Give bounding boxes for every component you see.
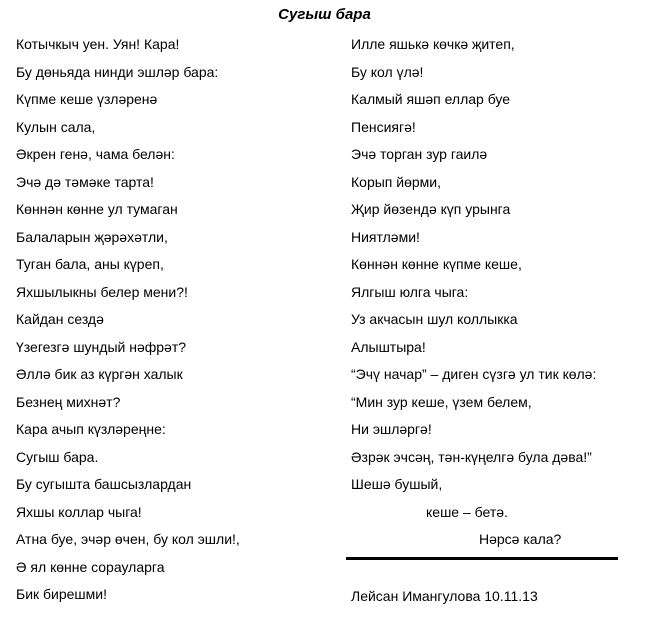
poem-line: Җир йөзендә күп урынга — [351, 201, 511, 217]
poem-line: Балаларын җәрәхәтли, — [16, 228, 168, 245]
poem-line: Яхшы коллар чыга! — [16, 503, 142, 520]
poem-line: Көннән көнне күпме кеше, — [351, 256, 522, 272]
poem-line: Кулын сала, — [16, 118, 96, 135]
poem-line: Бик бирешми! — [16, 586, 107, 602]
poem-line: Үзегезгә шундый нәфрәт? — [16, 338, 187, 355]
poem-line: Яхшылыкны белер мени?! — [16, 283, 188, 300]
poem-line: Пенсиягә! — [351, 118, 416, 135]
poem-line: Туган бала, аны күреп, — [16, 256, 164, 272]
poem-line: Алыштыра! — [351, 338, 426, 355]
poem-line: Шешә бушый, — [351, 476, 443, 492]
author-signature: Лейсан Имангулова 10.11.13 — [351, 588, 538, 604]
poem-line: Ялгыш юлга чыга: — [351, 283, 469, 300]
poem-line: Илле яшькә көчкә җитеп, — [351, 36, 515, 52]
poem-line: Корып йөрми, — [351, 173, 441, 190]
poem-line: Безнең михнәт? — [16, 393, 121, 410]
poem-line: Эчә дә тәмәке тарта! — [16, 173, 154, 190]
poem-line: Нәрсә кала? — [479, 531, 562, 547]
poem-line: “Эчү начар” – диген сүзгә ул тик көлә: — [351, 366, 597, 382]
poem-line: Әллә бик аз күргән халык — [16, 366, 183, 382]
poem-line: Кара ачып күзләреңне: — [16, 421, 166, 437]
poem-line: Сугыш бара. — [16, 448, 99, 465]
poem-line: Калмый яшәп еллар буе — [351, 91, 511, 107]
poem-line: Күпме кеше үзләренә — [16, 91, 158, 107]
poem-line: Атна буе, эчәр өчен, бу кол эшли!, — [16, 531, 240, 547]
poem-line: Эчә торган зур гаилә — [351, 146, 488, 162]
poem-line: Кайдан сездә — [16, 311, 104, 327]
poem-line: Ә ял көнне сорауларга — [16, 558, 165, 575]
poem-line: Көннән көнне ул тумаган — [16, 201, 178, 217]
poem-line: кеше – бетә. — [426, 503, 508, 520]
poem-line: Бу сугышта башсызлардан — [16, 476, 192, 492]
poem-line: Уз акчасын шул коллыкка — [351, 311, 518, 327]
poem-title: Сугыш бара — [278, 6, 371, 23]
right-column — [351, 34, 641, 557]
left-column — [16, 34, 336, 612]
poem-line: Бу дөньяда нинди эшләр бара: — [16, 63, 219, 80]
signature-divider — [346, 557, 618, 560]
poem-line: Ни эшләргә! — [351, 421, 432, 437]
poem-line: Ниятләми! — [351, 228, 420, 245]
poem-line: Әкрен генә, чама белән: — [16, 146, 175, 162]
poem-line: Әзрәк эчсәң, тән-күңелгә була дәва!” — [351, 448, 592, 465]
poem-line: “Мин зур кеше, үзем белем, — [351, 393, 532, 410]
poem-line: Котычкыч уен. Уян! Кара! — [16, 36, 180, 52]
poem-line: Бу кол үлә! — [351, 63, 424, 80]
